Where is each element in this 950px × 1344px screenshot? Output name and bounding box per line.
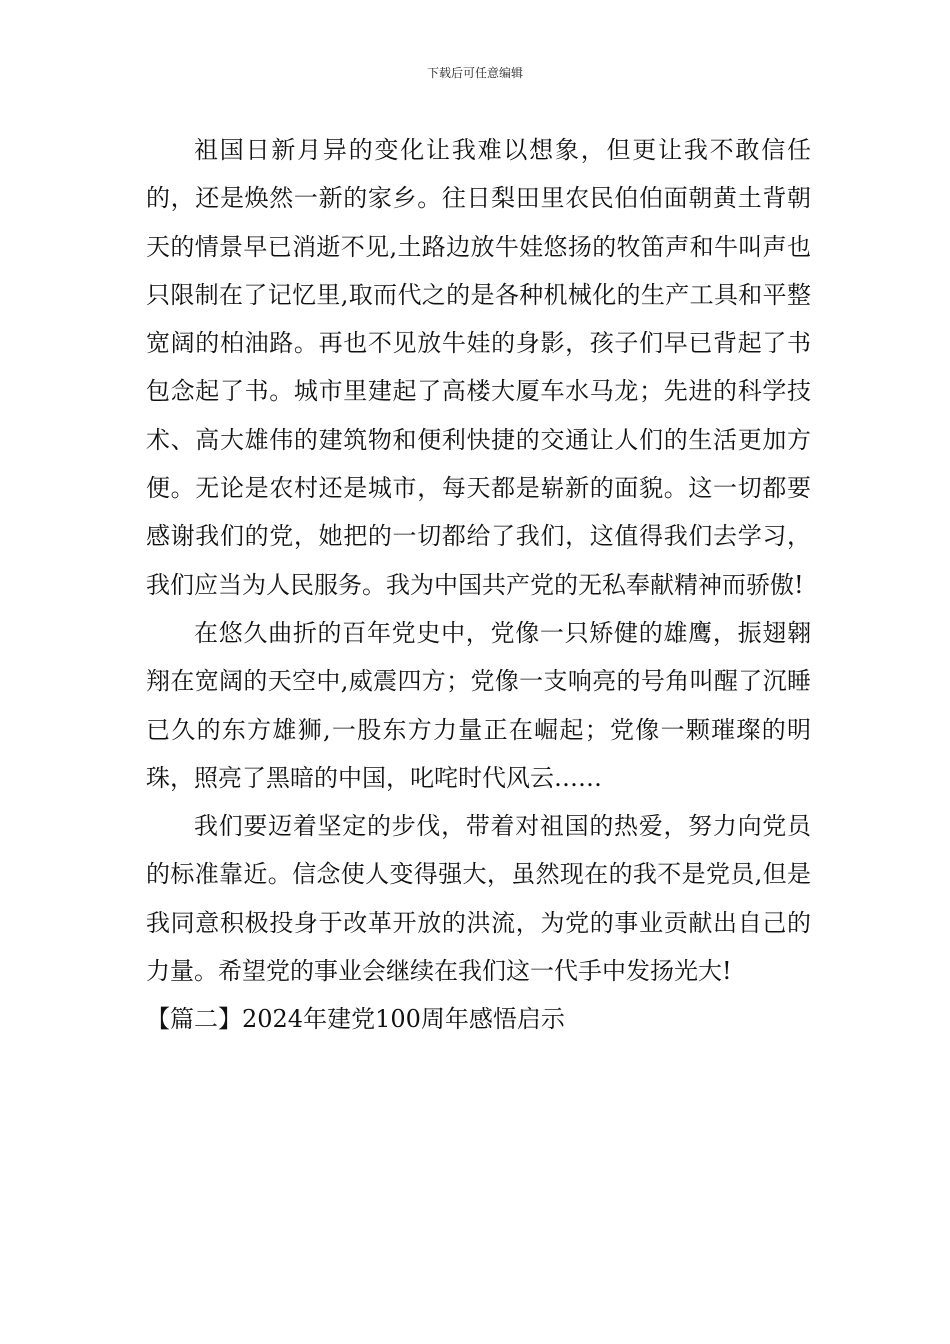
document-body: [146, 126, 811, 1044]
paragraph-future-resolve: 我们要迈着坚定的步伐，带着对祖国的热爱，努力向党员的标准靠近。信念使人变得强大，虽然现在的我不是党员,但是我同意积极投身于改革开放的洪流，为党的事业贡献出自己的力量。希望党的事业会继续在我们这一代手中发扬光大!: [146, 812, 811, 986]
paragraph-party-history: 在悠久曲折的百年党史中，党像一只矫健的雄鹰，振翅翱翔在宽阔的天空中,威震四方；党像一支响亮的号角叫醒了沉睡已久的东方雄狮,一股东方力量正在崛起；党像一颗璀璨的明珠，照亮了黑暗的中国，叱咤时代风云……: [146, 618, 811, 792]
page-header-note: 下载后可任意编辑: [426, 66, 523, 80]
section-heading: 【篇二】2024年建党100周年感悟启示: [146, 1005, 565, 1034]
paragraph-hometown-changes: 祖国日新月异的变化让我难以想象，但更让我不敢信任的，还是焕然一新的家乡。往日梨田里农民伯伯面朝黄土背朝天的情景早已消逝不见,土路边放牛娃悠扬的牧笛声和牛叫声也只限制在了记忆里,取而代之的是各种机械化的生产工具和平整宽阔的柏油路。再也不见放牛娃的身影，孩子们早已背起了书包念起了书。城市里建起了高楼大厦车水马龙；先进的科学技术、高大雄伟的建筑物和便利快捷的交通让人们的生活更加方便。无论是农村还是城市，每天都是崭新的面貌。这一切都要感谢我们的党，她把的一切都给了我们，这值得我们去学习，我们应当为人民服务。我为中国共产党的无私奉献精神而骄傲!: [146, 136, 811, 599]
